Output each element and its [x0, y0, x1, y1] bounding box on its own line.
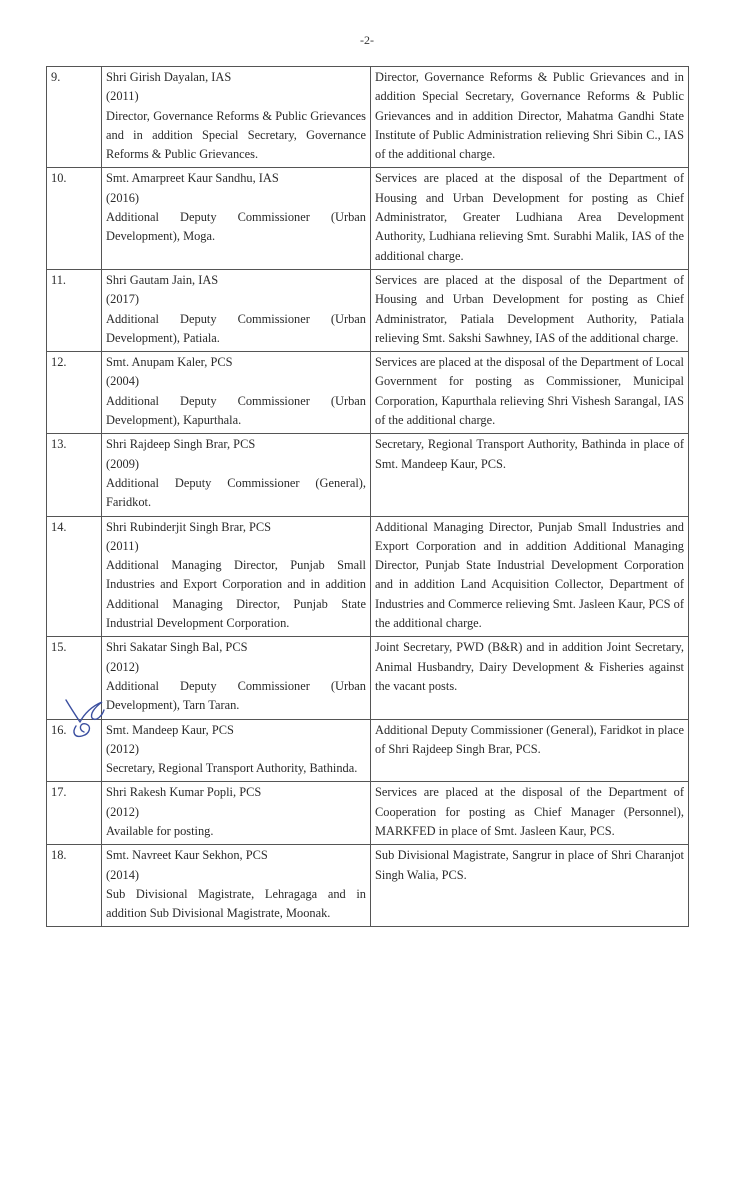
batch-year: (2011)	[106, 89, 139, 104]
serial-number: 9.	[47, 67, 102, 168]
officer-name: Smt. Navreet Kaur Sekhon, PCS	[106, 848, 268, 863]
batch-year: (2012)	[106, 659, 140, 674]
table-row	[47, 168, 689, 269]
new-posting: Additional Managing Director, Punjab Small Industries and Export Corporation and in addition Additional Managing Director, Punjab State Industrial Development Corporation and in addition Land Acquisition Collector, Department of Industries and Commerce relieving Smt. Jasleen Kaur, PCS of the additional charge.	[371, 516, 689, 637]
batch-year: (2009)	[106, 456, 140, 471]
table-row	[47, 637, 689, 719]
serial-number: 17.	[47, 782, 102, 845]
officer-name: Shri Rakesh Kumar Popli, PCS	[106, 785, 262, 800]
officer-cell	[102, 782, 371, 845]
table-row	[47, 434, 689, 516]
serial-number: 13.	[47, 434, 102, 516]
officer-name: Smt. Amarpreet Kaur Sandhu, IAS	[106, 171, 279, 186]
new-posting: Services are placed at the disposal of the Department of Local Government for posting as Commissioner, Municipal Corporation, Kapurthala relieving Shri Vishesh Sarangal, IAS of the additional charge.	[371, 352, 689, 434]
batch-year: (2017)	[106, 292, 140, 307]
batch-year: (2012)	[106, 804, 140, 819]
batch-year: (2014)	[106, 867, 140, 882]
officer-name: Shri Rajdeep Singh Brar, PCS	[106, 437, 256, 452]
current-post: Director, Governance Reforms & Public Grievances and in addition Special Secretary, Governance Reforms & Public Grievances.	[106, 108, 366, 162]
officer-cell	[102, 637, 371, 719]
officer-cell	[102, 269, 371, 351]
new-posting: Services are placed at the disposal of the Department of Housing and Urban Development for posting as Chief Administrator, Greater Ludhiana Area Development Authority, Ludhiana relieving Smt. Surabhi Malik, IAS of the additional charge.	[371, 168, 689, 269]
page-number: -2-	[360, 33, 374, 47]
officer-cell	[102, 352, 371, 434]
table-row	[47, 782, 689, 845]
batch-year: (2011)	[106, 538, 139, 553]
handwritten-initials	[62, 692, 110, 742]
table-row	[47, 845, 689, 927]
current-post: Additional Deputy Commissioner (Urban Development), Kapurthala.	[106, 393, 366, 428]
officer-cell	[102, 845, 371, 927]
serial-number: 18.	[47, 845, 102, 927]
table-row	[47, 516, 689, 637]
new-posting: Director, Governance Reforms & Public Grievances and in addition Special Secretary, Governance Reforms & Public Grievances and in addition Director, Mahatma Gandhi State Institute of Public Administration relieving Shri Sibin C., IAS of the additional charge.	[371, 67, 689, 168]
officer-cell	[102, 434, 371, 516]
table-row	[47, 269, 689, 351]
new-posting: Secretary, Regional Transport Authority, Bathinda in place of Smt. Mandeep Kaur, PCS.	[371, 434, 689, 516]
officer-name: Shri Gautam Jain, IAS	[106, 272, 219, 287]
officer-name: Shri Girish Dayalan, IAS	[106, 70, 232, 84]
batch-year: (2016)	[106, 190, 140, 205]
officer-cell	[102, 168, 371, 269]
batch-year: (2004)	[106, 374, 140, 389]
serial-number: 12.	[47, 352, 102, 434]
serial-number: 16.	[47, 719, 102, 782]
transfer-orders-table	[46, 66, 689, 927]
officer-name: Shri Sakatar Singh Bal, PCS	[106, 640, 248, 655]
serial-number: 14.	[47, 516, 102, 637]
new-posting: Services are placed at the disposal of the Department of Housing and Urban Development for posting as Chief Administrator, Patiala Development Authority, Patiala relieving Smt. Sakshi Sawhney, IAS of the additional charge.	[371, 269, 689, 351]
serial-number: 10.	[47, 168, 102, 269]
current-post: Additional Deputy Commissioner (General), Faridkot.	[106, 475, 366, 510]
officer-name: Smt. Anupam Kaler, PCS	[106, 355, 233, 370]
officer-cell	[102, 719, 371, 782]
current-post: Additional Deputy Commissioner (Urban Development), Patiala.	[106, 311, 366, 345]
current-post: Additional Managing Director, Punjab Small Industries and Export Corporation and in addition Additional Managing Director, Punjab State Industrial Development Corporation.	[106, 558, 366, 631]
officer-name: Smt. Mandeep Kaur, PCS	[106, 722, 234, 737]
current-post: Sub Divisional Magistrate, Lehragaga and in addition Sub Divisional Magistrate, Moonak.	[106, 886, 366, 921]
officer-name: Shri Rubinderjit Singh Brar, PCS	[106, 519, 272, 534]
serial-number: 11.	[47, 269, 102, 351]
new-posting: Sub Divisional Magistrate, Sangrur in place of Shri Charanjot Singh Walia, PCS.	[371, 845, 689, 927]
current-post: Secretary, Regional Transport Authority, Bathinda.	[106, 761, 358, 776]
new-posting: Services are placed at the disposal of the Department of Cooperation for posting as Chief Manager (Personnel), MARKFED in place of Smt. Jasleen Kaur, PCS.	[371, 782, 689, 845]
table-body	[47, 67, 689, 927]
table-row	[47, 352, 689, 434]
current-post: Additional Deputy Commissioner (Urban Development), Moga.	[106, 210, 366, 244]
current-post: Additional Deputy Commissioner (Urban Development), Tarn Taran.	[106, 678, 366, 713]
table-row	[47, 67, 689, 168]
new-posting: Additional Deputy Commissioner (General), Faridkot in place of Shri Rajdeep Singh Brar, PCS.	[371, 719, 689, 782]
serial-number: 15.	[47, 637, 102, 719]
batch-year: (2012)	[106, 741, 140, 756]
new-posting: Joint Secretary, PWD (B&R) and in addition Joint Secretary, Animal Husbandry, Dairy Development & Fisheries against the vacant posts.	[371, 637, 689, 719]
officer-cell	[102, 67, 371, 168]
table-row	[47, 719, 689, 782]
current-post: Available for posting.	[106, 823, 214, 838]
officer-cell	[102, 516, 371, 637]
